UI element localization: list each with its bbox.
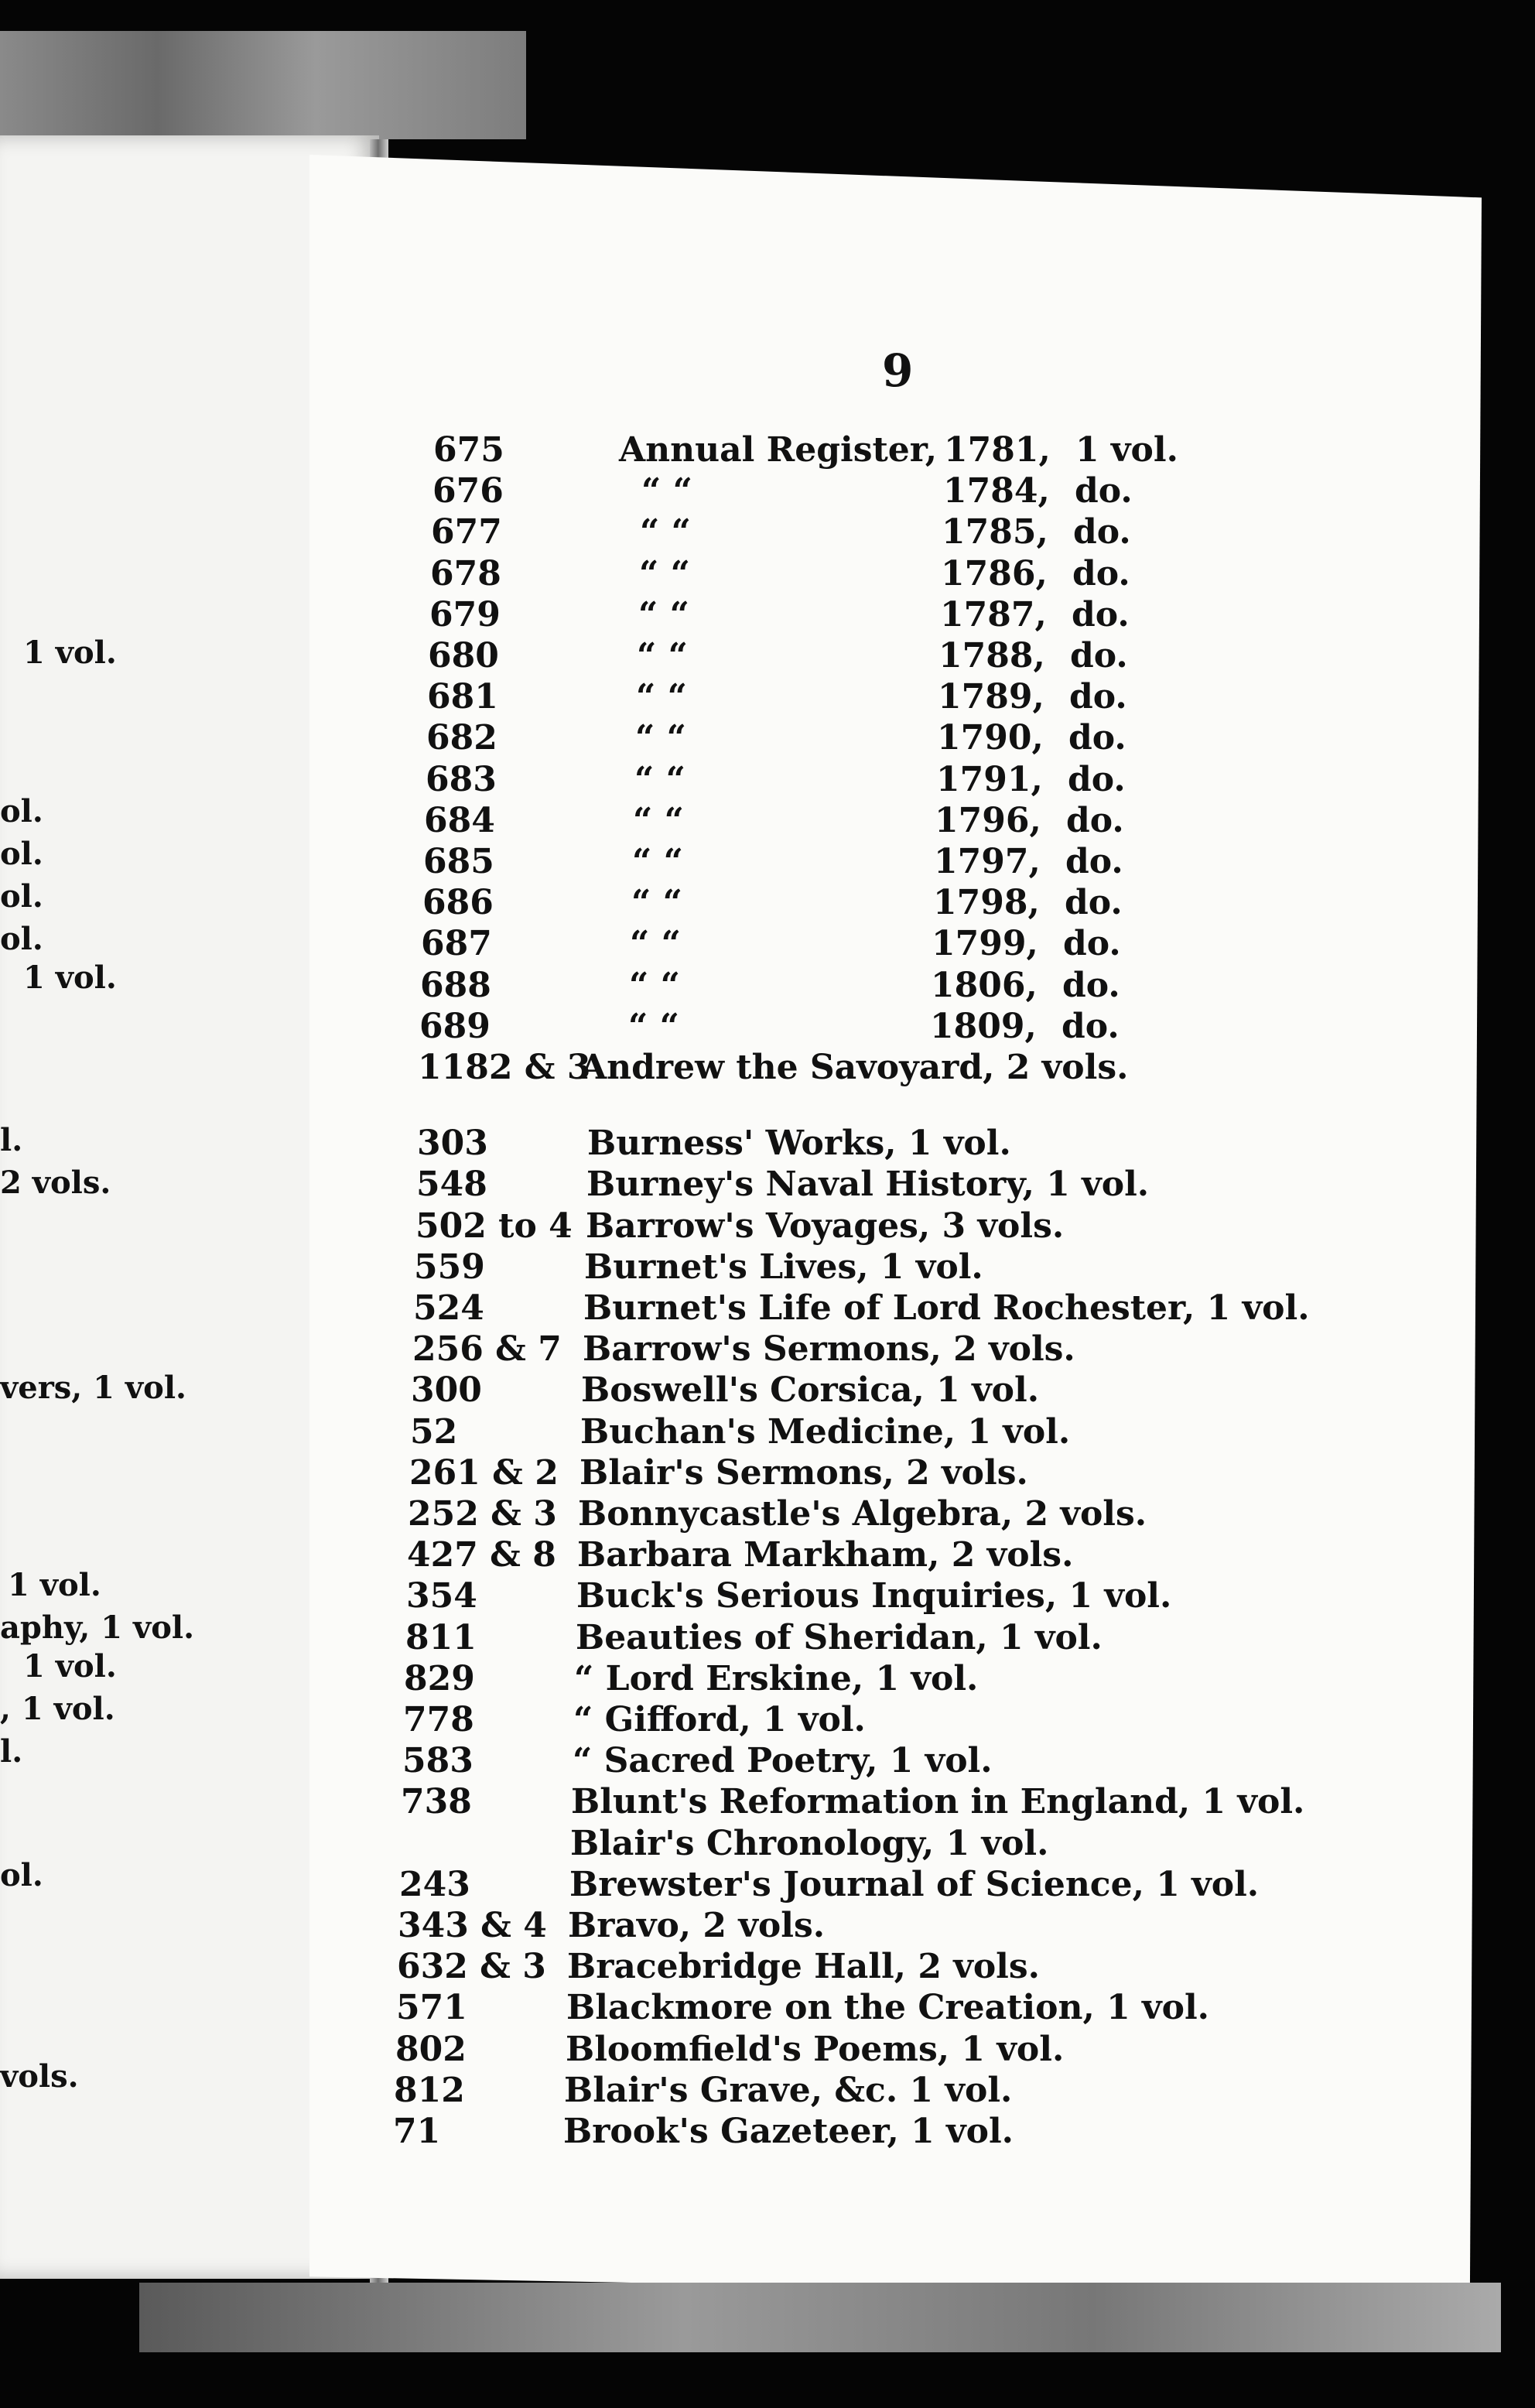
entry-number: 427 & 8	[407, 1535, 556, 1575]
entry-number: 548	[416, 1165, 487, 1205]
entry-number: 685	[423, 842, 494, 881]
entry-year: 1791,	[936, 759, 1043, 799]
entry-year: 1789,	[938, 677, 1044, 717]
entry-year: 1781,	[944, 430, 1051, 470]
entry-number: 571	[396, 1988, 467, 2028]
entry-number: 681	[427, 677, 498, 717]
entry-number: 811	[405, 1617, 477, 1657]
left-page-fragment: 2 vols.	[0, 1165, 111, 1201]
page-number: 9	[882, 344, 914, 397]
entry-title: Blair's Sermons, 2 vols.	[579, 1452, 1028, 1493]
entry-volumes: do.	[1063, 924, 1121, 964]
entry-number: 300	[411, 1370, 482, 1411]
entry-title: “ “	[628, 1006, 679, 1046]
entry-year: 1786,	[941, 553, 1048, 593]
entry-title: Boswell's Corsica, 1 vol.	[581, 1370, 1040, 1411]
entry-volumes: do.	[1066, 800, 1124, 840]
left-page-fragment: l.	[0, 1733, 23, 1770]
left-page-fragment: l.	[0, 1122, 23, 1158]
entry-number: 680	[428, 636, 499, 676]
entry-year: 1798,	[933, 883, 1040, 923]
entry-volumes: do.	[1068, 759, 1126, 799]
entry-volumes: do.	[1070, 636, 1128, 676]
entry-number: 802	[395, 2029, 467, 2069]
left-page-fragment: , 1 vol.	[0, 1691, 115, 1727]
entry-title: “ “	[638, 594, 689, 634]
entry-number: 677	[431, 512, 502, 552]
entry-number: 303	[417, 1124, 488, 1164]
entry-title: “ “	[629, 965, 680, 1005]
entry-title: “ “	[630, 924, 681, 964]
entry-number: 52	[410, 1411, 458, 1452]
entry-title: Brook's Gazeteer, 1 vol.	[563, 2112, 1014, 2151]
left-page-fragment: vers, 1 vol.	[0, 1370, 186, 1406]
entry-title: Brewster's Journal of Science, 1 vol.	[569, 1864, 1260, 1904]
entry-volumes: do.	[1062, 1006, 1120, 1046]
entry-year: 1799,	[932, 924, 1038, 964]
entry-title: “ Sacred Poetry, 1 vol.	[573, 1741, 993, 1781]
entry-number: 1182 & 3	[418, 1048, 591, 1087]
left-page-fragment: ol.	[0, 921, 43, 957]
entry-number: 679	[429, 594, 501, 634]
entry-number: 812	[394, 2070, 465, 2110]
entry-number: 684	[424, 800, 495, 840]
entry-title: Blair's Grave, &c. 1 vol.	[564, 2070, 1013, 2110]
entry-title: “ “	[640, 512, 691, 552]
entry-title: Blair's Chronology, 1 vol.	[570, 1823, 1049, 1863]
entry-volumes: do.	[1068, 718, 1126, 758]
entry-year: 1790,	[937, 718, 1044, 758]
entry-number: 683	[426, 759, 497, 799]
entry-number: 243	[399, 1864, 470, 1904]
left-page-fragment: vols.	[0, 2058, 79, 2095]
entry-number: 678	[430, 553, 501, 593]
left-page-fragment: ol.	[0, 836, 43, 872]
entry-title: “ “	[634, 759, 685, 799]
entry-title: “ “	[637, 636, 688, 676]
entry-title: Bracebridge Hall, 2 vols.	[567, 1947, 1040, 1987]
left-page-fragment: aphy, 1 vol.	[0, 1609, 195, 1646]
entry-number: 71	[393, 2112, 441, 2151]
entry-number: 687	[421, 924, 492, 964]
entry-number: 682	[426, 718, 497, 758]
left-page-fragment: ol.	[0, 793, 43, 829]
entry-title: “ “	[639, 553, 690, 593]
entry-title: “ “	[636, 677, 687, 717]
entry-title: Burney's Naval History, 1 vol.	[586, 1165, 1150, 1205]
entry-number: 738	[401, 1782, 472, 1822]
entry-title: Barrow's Sermons, 2 vols.	[583, 1329, 1075, 1370]
entry-number: 354	[406, 1576, 477, 1616]
entry-title: “ “	[641, 471, 692, 511]
entry-title: “ “	[632, 842, 683, 881]
entry-volumes: do.	[1072, 594, 1130, 634]
entry-number: 502 to 4	[415, 1206, 573, 1246]
entry-year: 1796,	[935, 800, 1041, 840]
entry-number: 343 & 4	[398, 1906, 547, 1945]
entry-number: 583	[402, 1741, 473, 1781]
entry-title: Buck's Serious Inquiries, 1 vol.	[576, 1576, 1172, 1616]
entry-number: 256 & 7	[412, 1329, 562, 1370]
entry-year: 1797,	[934, 842, 1041, 881]
left-page-fragment: 1 vol.	[23, 634, 117, 671]
entry-title: “ Lord Erskine, 1 vol.	[574, 1658, 979, 1698]
entry-number: 686	[422, 883, 494, 923]
entry-volumes: 1 vol.	[1075, 430, 1178, 470]
left-page-fragment: 1 vol.	[23, 1648, 117, 1685]
entry-title: Buchan's Medicine, 1 vol.	[580, 1411, 1071, 1452]
left-page-fragment: ol.	[0, 878, 43, 915]
entry-title: Barrow's Voyages, 3 vols.	[586, 1206, 1065, 1246]
entry-number: 778	[403, 1700, 474, 1739]
entry-volumes: do.	[1062, 965, 1120, 1005]
entry-title: Blunt's Reformation in England, 1 vol.	[571, 1782, 1305, 1822]
entry-year: 1784,	[943, 471, 1050, 511]
entry-year: 1806,	[931, 965, 1038, 1005]
entry-year: 1785,	[942, 512, 1048, 552]
entry-number: 559	[414, 1247, 485, 1287]
entry-volumes: do.	[1073, 512, 1131, 552]
entry-title: Bloomfield's Poems, 1 vol.	[566, 2029, 1065, 2069]
entry-title: Burnet's Life of Lord Rochester, 1 vol.	[583, 1288, 1310, 1328]
entry-number: 689	[419, 1006, 491, 1046]
entry-number: 829	[404, 1658, 475, 1698]
left-page-fragment: 1 vol.	[23, 959, 117, 996]
entry-title: Bonnycastle's Algebra, 2 vols.	[578, 1494, 1147, 1534]
entry-title: “ “	[633, 800, 684, 840]
entry-title: Andrew the Savoyard, 2 vols.	[580, 1048, 1129, 1087]
entry-volumes: do.	[1069, 677, 1127, 717]
scan-border-top	[0, 31, 526, 139]
entry-number: 688	[420, 965, 491, 1005]
entry-title: Burnet's Lives, 1 vol.	[584, 1247, 983, 1287]
entry-year: 1788,	[938, 636, 1045, 676]
entry-title: Beauties of Sheridan, 1 vol.	[576, 1617, 1103, 1657]
left-page-fragment: ol.	[0, 1857, 43, 1893]
entry-title: Burness' Works, 1 vol.	[587, 1124, 1011, 1164]
entry-volumes: do.	[1072, 553, 1130, 593]
entry-volumes: do.	[1075, 471, 1133, 511]
left-page-fragment: 1 vol.	[8, 1567, 101, 1603]
entry-number: 675	[433, 430, 504, 470]
entry-year: 1787,	[940, 594, 1047, 634]
scan-border-bottom	[139, 2283, 1501, 2352]
entry-volumes: do.	[1065, 842, 1123, 881]
entry-number: 252 & 3	[408, 1494, 557, 1534]
entry-title: Bravo, 2 vols.	[568, 1906, 826, 1945]
entry-title: Barbara Markham, 2 vols.	[577, 1535, 1074, 1575]
entry-number: 676	[432, 471, 504, 511]
entry-number: 632 & 3	[397, 1947, 546, 1987]
entry-number: 524	[413, 1288, 484, 1328]
entry-year: 1809,	[930, 1006, 1037, 1046]
entry-title: “ Gifford, 1 vol.	[573, 1700, 866, 1739]
entry-number: 261 & 2	[409, 1452, 559, 1493]
entry-title: “ “	[635, 718, 686, 758]
entry-title: Annual Register,	[619, 430, 938, 470]
entry-volumes: do.	[1065, 883, 1123, 923]
entry-title: “ “	[631, 883, 682, 923]
entry-title: Blackmore on the Creation, 1 vol.	[566, 1988, 1209, 2028]
